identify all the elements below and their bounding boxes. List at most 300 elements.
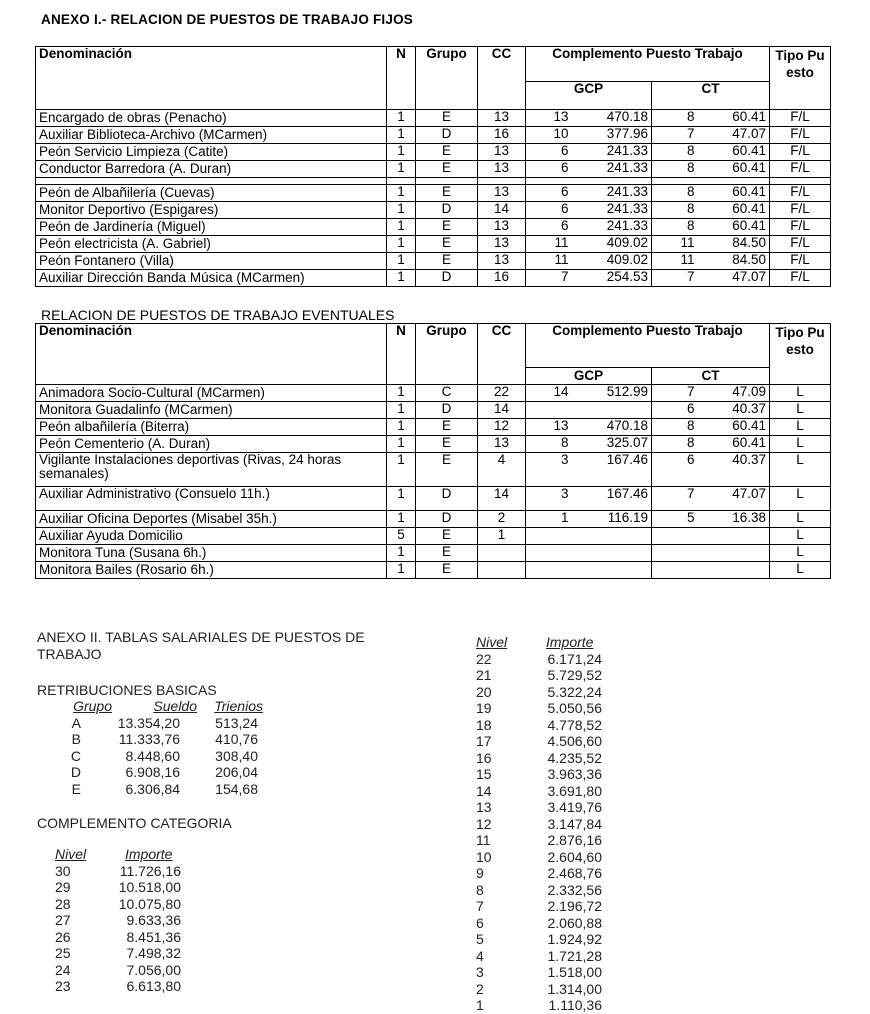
table-row (36, 545, 831, 562)
categoria-nivel: 3 (476, 964, 484, 980)
categoria-row (476, 667, 676, 684)
categoria-table-left (55, 846, 255, 995)
table-row (36, 487, 831, 511)
cell-tipo: F/L (770, 110, 831, 127)
cell-ct-level: 8 (652, 110, 698, 127)
cell-gcp-level: 6 (526, 202, 572, 219)
cell-gcp-level: 1 (526, 511, 572, 528)
categoria-nivel: 26 (55, 928, 71, 945)
cell-n: 1 (387, 436, 416, 453)
cell-cc: 13 (478, 219, 526, 236)
categoria-row (476, 997, 676, 1014)
eventual-section-title: RELACION DE PUESTOS DE TRABAJO EVENTUALES (41, 307, 395, 323)
cell-cc: 14 (478, 402, 526, 419)
categoria-row (476, 948, 676, 965)
cell-grupo: E (416, 144, 478, 161)
cell-gcp-amount: 470.18 (572, 110, 652, 127)
cell-cc: 13 (478, 144, 526, 161)
cell-grupo: D (416, 270, 478, 287)
cell-grupo: D (416, 202, 478, 219)
categoria-row (476, 915, 676, 932)
categoria-importe: 5.050,56 (547, 700, 602, 716)
categoria-row (55, 896, 255, 913)
header-complemento: Complemento Puesto Trabajo (526, 47, 770, 82)
cell-cc: 4 (478, 453, 526, 487)
cell-grupo: E (416, 236, 478, 253)
categoria-nivel: 25 (55, 945, 71, 961)
cell-gcp-level: 6 (526, 185, 572, 202)
basicas-sueldo: 13.354,20 (117, 714, 180, 731)
cell-cc: 13 (478, 185, 526, 202)
cell-ct-level: 7 (652, 127, 698, 144)
cell-gcp-level: 3 (526, 453, 572, 487)
categoria-importe: 2.060,88 (547, 914, 602, 931)
categoria-nivel: 27 (55, 912, 71, 928)
cell-gcp-amount: 241.33 (572, 161, 652, 178)
categoria-nivel: 28 (55, 895, 71, 912)
basicas-header (37, 698, 297, 715)
categoria-row (476, 733, 676, 750)
cell-gcp-amount: 116.19 (572, 511, 652, 528)
cell-n: 1 (387, 144, 416, 161)
cell-cc: 13 (478, 110, 526, 127)
cell-gcp-level (526, 562, 572, 579)
cell-ct-amount: 60.41 (698, 419, 770, 436)
cell-ct-amount: 84.50 (698, 236, 770, 253)
categoria-nivel: 7 (476, 898, 484, 914)
cell-cc (478, 562, 526, 579)
cell-cc: 2 (478, 511, 526, 528)
categoria-row (476, 717, 676, 734)
cell-gcp-amount (572, 545, 652, 562)
categoria-nivel: 10 (476, 848, 492, 865)
annex2-title-line2: TRABAJO (37, 645, 102, 662)
cell-denominacion: Peón electricista (A. Gabriel) (36, 236, 387, 253)
categoria-importe: 1.924,92 (547, 931, 602, 947)
cell-tipo: F/L (770, 161, 831, 178)
header-grupo: Grupo (416, 324, 478, 385)
basicas-row (37, 748, 297, 765)
categoria-nivel: 19 (476, 700, 492, 716)
header-gcp: GCP (526, 368, 652, 385)
cell-gcp-amount: 241.33 (572, 219, 652, 236)
cell-ct-level: 7 (652, 487, 698, 511)
categoria-nivel: 5 (476, 931, 484, 947)
basicas-row (37, 781, 297, 798)
cell-ct-level: 8 (652, 161, 698, 178)
table-row (36, 127, 831, 144)
cell-n: 1 (387, 185, 416, 202)
cell-cc: 1 (478, 528, 526, 545)
cell-gcp-amount: 512.99 (572, 385, 652, 402)
categoria-nivel: 20 (476, 683, 492, 700)
cell-gcp-level: 8 (526, 436, 572, 453)
cell-denominacion: Monitora Tuna (Susana 6h.) (36, 545, 387, 562)
categoria-row (55, 945, 255, 962)
cell-tipo: F/L (770, 144, 831, 161)
header-cc: CC (478, 324, 526, 385)
header-n: N (387, 47, 416, 110)
table-row (36, 161, 831, 178)
categoria-importe: 1.721,28 (547, 947, 602, 964)
categoria-row (55, 978, 255, 995)
table-row (36, 453, 831, 487)
cell-n: 1 (387, 453, 416, 487)
cell-tipo: L (770, 487, 831, 511)
categoria-importe: 3.419,76 (547, 799, 602, 815)
cell-ct-amount: 60.41 (698, 110, 770, 127)
categoria-importe: 2.604,60 (547, 848, 602, 865)
categoria-row (476, 750, 676, 767)
cell-denominacion: Peón Fontanero (Villa) (36, 253, 387, 270)
cell-ct-level: 8 (652, 202, 698, 219)
cell-gcp-level (526, 528, 572, 545)
cell-denominacion: Auxiliar Administrativo (Consuelo 11h.) (36, 487, 387, 511)
categoria-header (55, 846, 255, 863)
categoria-importe: 2.468,76 (547, 865, 602, 881)
header-gcp: GCP (526, 82, 652, 110)
table-row (36, 528, 831, 545)
basicas-row (37, 715, 297, 732)
categoria-importe: 8.451,36 (126, 928, 181, 945)
cell-tipo: F/L (770, 270, 831, 287)
cell-grupo: D (416, 511, 478, 528)
cell-ct-level: 5 (652, 511, 698, 528)
categoria-nivel: 23 (55, 978, 71, 994)
cell-n: 1 (387, 545, 416, 562)
basicas-grupo: E (71, 780, 81, 797)
cell-grupo: E (416, 161, 478, 178)
cell-tipo: F/L (770, 253, 831, 270)
categoria-nivel: 17 (476, 733, 492, 749)
categoria-row (476, 898, 676, 915)
basicas-sueldo: 8.448,60 (125, 747, 180, 764)
cell-grupo: E (416, 436, 478, 453)
cell-cc: 22 (478, 385, 526, 402)
cell-gcp-level: 10 (526, 127, 572, 144)
categoria-nivel: 11 (476, 832, 491, 848)
cell-ct-amount (698, 562, 770, 579)
header-grupo: Grupo (416, 47, 478, 110)
basicas-grupo: C (70, 747, 81, 764)
categoria-nivel: 4 (476, 947, 484, 964)
categoria-nivel: 12 (476, 815, 492, 832)
cell-gcp-amount: 409.02 (572, 253, 652, 270)
categoria-header-nivel: Nivel (476, 634, 508, 650)
basicas-sueldo: 6.908,16 (125, 764, 180, 780)
cell-denominacion: Monitora Guadalinfo (MCarmen) (36, 402, 387, 419)
cell-ct-amount (698, 545, 770, 562)
cell-gcp-level (526, 402, 572, 419)
header-tipo: Tipo Puesto (770, 47, 831, 110)
table-row (36, 270, 831, 287)
categoria-nivel: 24 (55, 961, 71, 978)
cell-n: 5 (387, 528, 416, 545)
cell-cc: 13 (478, 236, 526, 253)
categoria-row (55, 929, 255, 946)
categoria-nivel: 16 (476, 749, 492, 766)
categoria-row (476, 964, 676, 981)
cell-ct-amount: 16.38 (698, 511, 770, 528)
cell-ct-amount: 47.09 (698, 385, 770, 402)
categoria-nivel: 21 (476, 667, 492, 683)
cell-gcp-amount (572, 402, 652, 419)
cell-n: 1 (387, 236, 416, 253)
cell-grupo: D (416, 127, 478, 144)
cell-grupo: E (416, 453, 478, 487)
cell-ct-level: 8 (652, 219, 698, 236)
cell-ct-level: 8 (652, 419, 698, 436)
categoria-importe: 5.322,24 (547, 683, 602, 700)
categoria-row (476, 981, 676, 998)
cell-n: 1 (387, 161, 416, 178)
cell-gcp-amount: 167.46 (572, 453, 652, 487)
categoria-importe: 1.314,00 (547, 980, 602, 997)
categoria-row (55, 962, 255, 979)
cell-denominacion: Auxiliar Oficina Deportes (Misabel 35h.) (36, 511, 387, 528)
categoria-importe: 4.506,60 (547, 733, 602, 749)
table-row (36, 185, 831, 202)
categoria-nivel: 29 (55, 879, 71, 895)
cell-ct-level: 8 (652, 436, 698, 453)
annex2-title (37, 629, 365, 662)
cell-ct-amount: 40.37 (698, 402, 770, 419)
categoria-nivel: 22 (476, 650, 492, 667)
cell-gcp-level: 13 (526, 110, 572, 127)
cell-n: 1 (387, 419, 416, 436)
cell-gcp-amount (572, 562, 652, 579)
cell-ct-amount: 60.41 (698, 161, 770, 178)
categoria-nivel: 2 (476, 980, 484, 997)
cell-denominacion: Peón de Jardinería (Miguel) (36, 219, 387, 236)
cell-gcp-amount: 254.53 (572, 270, 652, 287)
cell-grupo: E (416, 562, 478, 579)
cell-ct-amount (698, 528, 770, 545)
categoria-nivel: 18 (476, 716, 492, 733)
cell-n: 1 (387, 127, 416, 144)
categoria-nivel: 13 (476, 799, 492, 815)
categoria-importe: 9.633,36 (126, 912, 181, 928)
header-complemento: Complemento Puesto Trabajo (526, 324, 770, 368)
cell-cc: 13 (478, 436, 526, 453)
cell-ct-amount: 84.50 (698, 253, 770, 270)
cell-grupo: E (416, 528, 478, 545)
categoria-header-importe: Importe (546, 634, 594, 650)
categoria-header-nivel: Nivel (55, 846, 87, 862)
categoria-title: COMPLEMENTO CATEGORIA (37, 815, 232, 831)
table-row (36, 219, 831, 236)
categoria-header (476, 634, 676, 651)
table-row (36, 562, 831, 579)
fixed-section-title: ANEXO I.- RELACION DE PUESTOS DE TRABAJO FIJOS (41, 12, 413, 27)
cell-gcp-level: 7 (526, 270, 572, 287)
categoria-row (476, 766, 676, 783)
categoria-row (476, 865, 676, 882)
table-row (36, 253, 831, 270)
categoria-importe: 3.691,80 (547, 782, 602, 799)
cell-grupo: C (416, 385, 478, 402)
categoria-row (476, 849, 676, 866)
cell-gcp-level (526, 545, 572, 562)
cell-grupo: E (416, 219, 478, 236)
categoria-importe: 10.518,00 (118, 879, 181, 895)
header-denominacion: Denominación (36, 47, 387, 110)
cell-ct-level: 7 (652, 385, 698, 402)
basicas-title: RETRIBUCIONES BASICAS (37, 682, 217, 698)
cell-tipo: L (770, 545, 831, 562)
cell-ct-level: 8 (652, 185, 698, 202)
cell-gcp-amount (572, 528, 652, 545)
categoria-row (476, 783, 676, 800)
cell-denominacion: Vigilante Instalaciones deportivas (Rivas, 24 horas semanales) (36, 453, 387, 487)
cell-ct-level: 6 (652, 402, 698, 419)
categoria-importe: 7.056,00 (126, 961, 181, 978)
basicas-trienios: 513,24 (215, 714, 258, 731)
basicas-table (37, 698, 297, 797)
categoria-nivel: 1 (476, 997, 484, 1013)
categoria-row (55, 912, 255, 929)
cell-n: 1 (387, 110, 416, 127)
categoria-nivel: 30 (55, 862, 71, 879)
cell-ct-level: 6 (652, 453, 698, 487)
cell-gcp-level: 11 (526, 236, 572, 253)
cell-n: 1 (387, 219, 416, 236)
basicas-grupo: B (71, 731, 81, 747)
cell-gcp-level: 11 (526, 253, 572, 270)
cell-cc: 14 (478, 202, 526, 219)
cell-ct-amount: 60.41 (698, 219, 770, 236)
categoria-importe: 3.147,84 (547, 815, 602, 832)
cell-tipo: L (770, 402, 831, 419)
cell-n: 1 (387, 270, 416, 287)
cell-gcp-amount: 241.33 (572, 144, 652, 161)
cell-denominacion: Auxiliar Dirección Banda Música (MCarmen) (36, 270, 387, 287)
basicas-trienios: 206,04 (215, 764, 258, 780)
categoria-nivel: 9 (476, 865, 484, 881)
cell-ct-level (652, 528, 698, 545)
cell-tipo: L (770, 562, 831, 579)
cell-cc: 13 (478, 161, 526, 178)
cell-gcp-level: 6 (526, 219, 572, 236)
cell-grupo: E (416, 253, 478, 270)
categoria-row (476, 931, 676, 948)
cell-gcp-level: 6 (526, 144, 572, 161)
categoria-importe: 2.332,56 (547, 881, 602, 898)
cell-denominacion: Auxiliar Biblioteca-Archivo (MCarmen) (36, 127, 387, 144)
cell-denominacion: Peón Servicio Limpieza (Catite) (36, 144, 387, 161)
categoria-row (55, 879, 255, 896)
cell-gcp-amount: 241.33 (572, 185, 652, 202)
cell-denominacion: Monitora Bailes (Rosario 6h.) (36, 562, 387, 579)
categoria-importe: 1.518,00 (547, 964, 602, 980)
cell-denominacion: Conductor Barredora (A. Duran) (36, 161, 387, 178)
cell-denominacion: Peón albañilería (Biterra) (36, 419, 387, 436)
header-ct: CT (652, 82, 770, 110)
categoria-importe: 6.613,80 (126, 978, 181, 994)
categoria-row (476, 651, 676, 668)
categoria-importe: 2.876,16 (547, 832, 602, 848)
cell-ct-amount: 60.41 (698, 144, 770, 161)
header-tipo: Tipo Puesto (770, 324, 831, 385)
categoria-header-importe: Importe (125, 846, 173, 862)
header-cc: CC (478, 47, 526, 110)
cell-n: 1 (387, 487, 416, 511)
basicas-header-grupo: Grupo (73, 698, 112, 714)
basicas-trienios: 154,68 (215, 780, 258, 797)
categoria-row (476, 816, 676, 833)
table-row (36, 110, 831, 127)
cell-ct-level: 11 (652, 236, 698, 253)
basicas-trienios: 410,76 (215, 731, 258, 747)
cell-denominacion: Peón de Albañilería (Cuevas) (36, 185, 387, 202)
basicas-header-sueldo: Sueldo (153, 698, 197, 714)
cell-ct-level: 7 (652, 270, 698, 287)
cell-tipo: L (770, 385, 831, 402)
cell-tipo: F/L (770, 127, 831, 144)
table-row (36, 385, 831, 402)
cell-gcp-level: 14 (526, 385, 572, 402)
basicas-sueldo: 11.333,76 (118, 731, 180, 747)
cell-tipo: F/L (770, 219, 831, 236)
basicas-grupo: A (71, 714, 81, 731)
basicas-row (37, 764, 297, 781)
cell-ct-amount: 60.41 (698, 436, 770, 453)
cell-cc: 14 (478, 487, 526, 511)
cell-denominacion: Auxiliar Ayuda Domicilio (36, 528, 387, 545)
cell-ct-amount: 60.41 (698, 202, 770, 219)
categoria-importe: 3.963,36 (547, 766, 602, 782)
cell-gcp-amount: 409.02 (572, 236, 652, 253)
annex2-title-line1: ANEXO II. TABLAS SALARIALES DE PUESTOS DE (37, 629, 365, 645)
cell-denominacion: Animadora Socio-Cultural (MCarmen) (36, 385, 387, 402)
cell-ct-level: 8 (652, 144, 698, 161)
cell-ct-amount: 60.41 (698, 185, 770, 202)
cell-tipo: F/L (770, 185, 831, 202)
cell-ct-amount: 47.07 (698, 487, 770, 511)
basicas-trienios: 308,40 (215, 747, 258, 764)
categoria-nivel: 14 (476, 782, 492, 799)
categoria-importe: 7.498,32 (126, 945, 181, 961)
cell-tipo: L (770, 436, 831, 453)
cell-gcp-level: 6 (526, 161, 572, 178)
cell-grupo: D (416, 487, 478, 511)
basicas-grupo: D (70, 764, 81, 780)
categoria-row (476, 799, 676, 816)
row-gap (36, 178, 831, 185)
cell-ct-amount: 47.07 (698, 270, 770, 287)
cell-n: 1 (387, 202, 416, 219)
header-denominacion: Denominación (36, 324, 387, 385)
header-n: N (387, 324, 416, 385)
cell-cc: 16 (478, 127, 526, 144)
cell-n: 1 (387, 562, 416, 579)
cell-gcp-amount: 241.33 (572, 202, 652, 219)
cell-tipo: L (770, 419, 831, 436)
cell-cc (478, 545, 526, 562)
categoria-row (476, 684, 676, 701)
cell-grupo: E (416, 419, 478, 436)
categoria-row (55, 863, 255, 880)
table-row (36, 436, 831, 453)
categoria-row (476, 700, 676, 717)
categoria-table-right (476, 634, 676, 1014)
categoria-row (476, 832, 676, 849)
header-ct: CT (652, 368, 770, 385)
cell-ct-amount: 47.07 (698, 127, 770, 144)
cell-gcp-amount: 167.46 (572, 487, 652, 511)
categoria-nivel: 8 (476, 881, 484, 898)
categoria-nivel: 15 (476, 766, 492, 782)
